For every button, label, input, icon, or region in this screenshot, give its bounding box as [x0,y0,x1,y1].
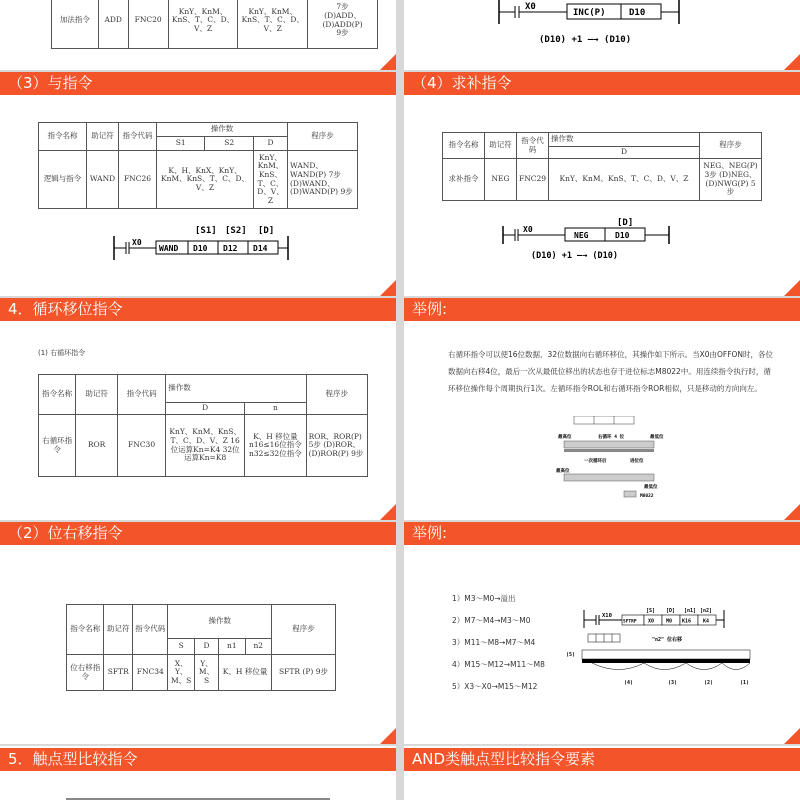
th-s2: S2 [205,137,254,151]
wand-b1: WAND [159,244,179,253]
d-rot: 右循环 4 位 [598,435,625,440]
th-steps: 程序步 [700,133,762,159]
neg-d: KnY、KnM、KnS、T、C、D、V、Z [549,159,700,201]
wand-ladder [110,224,300,264]
slide-title: 4．循环移位指令 [0,298,396,321]
wand-b4: D14 [253,244,268,253]
add-table [51,0,378,49]
add-mnem: ADD [98,0,128,49]
sftr-diagram [564,606,764,686]
inc-formula: (D10) +1 —→ (D10) [539,35,632,45]
slide-neg [404,72,800,296]
slide-add [0,0,396,70]
neg-l1: [D] [617,218,634,228]
neg-ladder [499,216,689,264]
sub-title: (1) 右循环指令 [38,349,86,357]
ror-d: KnY、KnM、KnS、T、C、D、V、Z 16位运算Kn=K4 32位运算Kn=K8 [166,415,245,477]
list-item: 4）M15～M12→M11～M8 [452,660,545,669]
neg-name: 求补指令 [443,159,485,201]
slide-title: （3）与指令 [0,72,396,95]
add-steps [308,0,378,49]
add-steps-d: (D)ADD、(D)ADD(P) [322,10,363,29]
th-mnem: 助记符 [87,123,119,151]
neg-formula: (D10) +1 —→ (D10) [531,251,618,261]
wand-l2: [S2] [225,226,247,236]
sftr-m4: (4) [624,680,634,686]
slide-title: 举例: [404,298,800,321]
add-op1: KnY、KnM、KnS、T、C、D、V、Z [168,0,238,49]
sftr-b3: M0 [666,618,673,625]
slide-and-compare [404,746,800,800]
input-bits [588,634,620,642]
neg-steps: NEG、NEG(P) 3步 (D)NEG、(D)NWG(P) 5步 [700,159,762,201]
add-op2: KnY、KnM、KnS、T、C、D、V、Z [238,0,308,49]
corner-fold [784,280,800,296]
corner-fold [380,54,396,70]
sftr-table [66,604,336,691]
sftr-contact: X10 [602,613,612,619]
wand-l1: [S1] [195,226,217,236]
list-item: 5）X3～X0→M15～M12 [452,682,538,691]
th-steps: 程序步 [272,605,336,655]
corner-fold [380,280,396,296]
sftr-m1: (1) [740,680,750,686]
wand-d: KnY、KnM、KnS、T、C、D、V、Z [254,151,288,209]
sftr-b5: K4 [703,618,710,625]
neg-table [442,132,762,201]
th-mnem: 助记符 [485,133,517,159]
sftr-m3: (3) [668,680,678,686]
sftr-name: 位右移指令 [67,655,104,691]
list-item: 1）M3～M0→溢出 [452,594,516,603]
th-name: 指令名称 [39,123,87,151]
wand-table [38,122,358,209]
sftr-steps: SFTR (P) 9步 [272,655,336,691]
neg-mnem: NEG [485,159,517,201]
d-lo-2: 最低位 [644,485,658,490]
sftr-m5: (5) [566,652,576,658]
d-lo-1: 最低位 [650,435,664,440]
neg-b1: NEG [574,231,589,240]
wand-b3: D12 [223,244,238,253]
th-name: 指令名称 [67,605,104,655]
wand-steps: WAND、WAND(P) 7步 (D)WAND、(D)WAND(P) 9步 [288,151,358,209]
list-item: 3）M11～M8→M7～M4 [452,638,536,647]
list-item: 2）M7～M4→M3～M0 [452,616,531,625]
add-steps-9: 9步 [336,28,349,38]
slide-title: AND类触点型比较指令要素 [404,748,800,771]
th-d: D [166,403,245,415]
th-mnem: 助记符 [104,605,133,655]
ror-paragraph: 右循环指令可以使16位数据、32位数据向右循环移位，其操作如下所示。当X0由OFFON时，各位数据向右移4位，最后一次从最低位移出的状态也存于进位标志M8022中。用连续指令执行时，循环移位操作每个周期执行1次。左循环指令ROL和右循环指令ROR相似，只是移动的方向向左。 [448,350,774,393]
ror-mnem: ROR [76,415,118,477]
sftr-l3: [n1] [684,608,697,614]
ror-steps: ROR、ROR(P) 5步 (D)ROR、(D)ROR(P) 9步 [306,415,367,477]
sftr-l2: [D] [666,608,676,614]
slide-sftr [0,522,396,744]
sftr-l1: [S] [646,608,656,614]
th-ops: 操作数 [157,123,288,137]
th-steps: 程序步 [306,375,367,415]
corner-fold [784,54,800,70]
inc-contact: X0 [525,2,536,12]
d-carry: 进位位 [630,459,644,464]
sftr-mnem: SFTR [104,655,133,691]
sftr-l4: [n2] [700,608,713,614]
sftr-b1: SFTRP [623,619,637,625]
neg-code: FNC29 [517,159,549,201]
d-hi-1: 最高位 [558,435,572,440]
add-name: 加法指令 [52,0,99,49]
slide-ror-example [404,298,800,520]
inc-ladder [489,0,709,50]
corner-fold [380,504,396,520]
th-mnem: 助记符 [76,375,118,415]
wand-l3: [D] [258,226,275,236]
corner-fold [380,728,396,744]
th-ops: 操作数 [549,133,700,147]
neg-contact: X0 [523,225,533,234]
add-code: FNC20 [128,0,168,49]
wand-s12: K、H、KnX、KnY、KnM、KnS、T、C、D、V、Z [157,151,254,209]
slide-title: （2）位右移指令 [0,522,396,545]
th-code: 指令代码 [117,375,165,415]
corner-fold [784,504,800,520]
th-s: S [168,639,194,655]
d-once: 一次循环后 [584,459,607,464]
th-steps: 程序步 [288,123,358,151]
sftr-m2: (2) [704,680,714,686]
sftr-b4: K16 [682,618,692,625]
neg-b2: D10 [615,231,630,240]
sftr-d: Y、M、S [194,655,218,691]
th-d: D [549,147,700,159]
add-steps-7: 7步 [336,2,349,12]
ror-table [38,374,368,477]
d-hi-2: 最高位 [556,469,570,474]
th-n1: n1 [219,639,245,655]
ror-name: 右循环指令 [39,415,76,477]
shift-steps-list [452,588,545,698]
sftr-code: FNC34 [133,655,168,691]
slide-title: 5．触点型比较指令 [0,748,396,771]
slide-wand [0,72,396,296]
th-name: 指令名称 [443,133,485,159]
th-d: D [254,137,288,151]
wand-contact: X0 [132,238,142,247]
inc-box2: D10 [629,8,646,18]
slide-ror [0,298,396,520]
th-code: 指令代码 [517,133,549,159]
sftr-shift: "n2" 位右移 [652,637,683,643]
slide-sftr-example [404,522,800,744]
wand-code: FNC26 [119,151,157,209]
inc-box1: INC(P) [573,8,606,18]
th-s1: S1 [157,137,205,151]
th-n2: n2 [245,639,271,655]
sftr-s: X、Y、M、S [168,655,194,691]
th-code: 指令代码 [119,123,157,151]
sftr-n: K、H 移位量 [219,655,272,691]
ror-diagram [554,416,674,502]
d-flag: M8022 [640,494,654,499]
ror-n: K、H 移位量 n16≤16位指令 n32≤32位指令 [245,415,306,477]
th-name: 指令名称 [39,375,76,415]
slide-inc [404,0,800,70]
mbit-row [582,650,750,663]
wand-name: 逻辑与指令 [39,151,87,209]
th-code: 指令代码 [133,605,168,655]
th-n: n [245,403,306,415]
slide-compare [0,746,396,800]
slide-title: （4）求补指令 [404,72,800,95]
th-ops: 操作数 [166,375,306,403]
slide-title: 举例: [404,522,800,545]
wand-b2: D10 [193,244,208,253]
ror-code: FNC30 [117,415,165,477]
th-d: D [194,639,218,655]
th-ops: 操作数 [168,605,272,639]
corner-fold [784,728,800,744]
wand-mnem: WAND [87,151,119,209]
sftr-b2: X0 [648,618,655,625]
